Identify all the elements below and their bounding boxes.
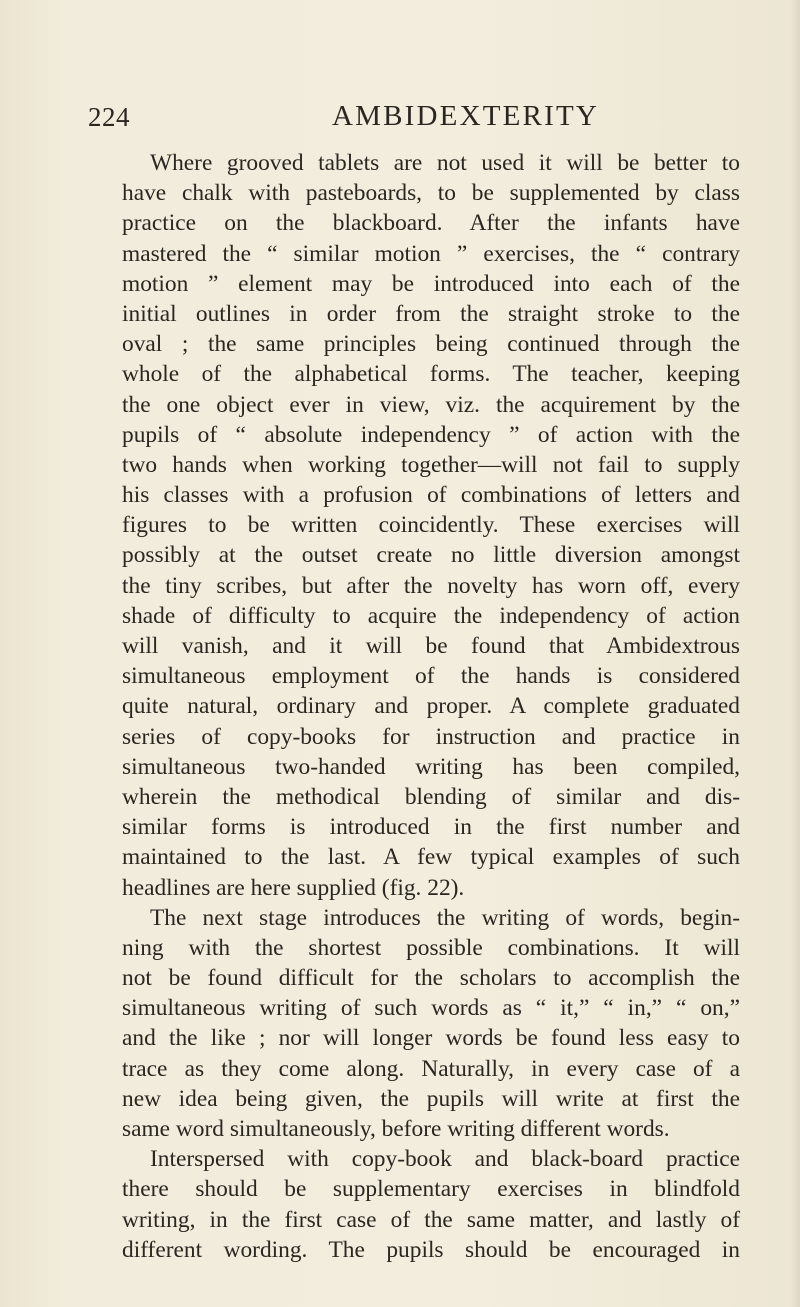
text-line: series of copy-books for instruction and practice in <box>122 723 740 750</box>
page-edge-shadow <box>790 0 800 1307</box>
text-line: motion ” element may be introduced into each of the <box>122 270 740 297</box>
text-line: possibly at the outset create no little diversion amongst <box>122 542 740 569</box>
page-number: 224 <box>88 102 130 132</box>
text-line: initial outlines in order from the straight stroke to the <box>122 300 740 327</box>
text-line: and the like ; nor will longer words be found less easy to <box>122 1025 740 1052</box>
text-line: will vanish, and it will be found that Ambidextrous <box>122 633 740 659</box>
text-line: new idea being given, the pupils will write at first the <box>122 1085 740 1112</box>
text-line: Where grooved tablets are not used it will be better to <box>150 150 740 176</box>
text-line: maintained to the last. A few typical examples of such <box>122 844 740 871</box>
text-line: same word simultaneously, before writing different words. <box>122 1116 670 1142</box>
text-line: the tiny scribes, but after the novelty has worn off, every <box>122 572 740 599</box>
text-line: not be found difficult for the scholars to accomplish the <box>122 965 740 992</box>
text-line: Interspersed with copy-book and black-board practice <box>150 1146 740 1173</box>
text-line: The next stage introduces the writing of words, begin- <box>150 904 740 931</box>
text-line: his classes with a profusion of combinations of letters and <box>122 482 740 509</box>
text-line: quite natural, ordinary and proper. A complete graduated <box>122 693 740 720</box>
running-title: AMBIDEXTERITY <box>332 100 600 132</box>
text-line: mastered the “ similar motion ” exercises, the “ contrary <box>122 240 740 267</box>
text-line: different wording. The pupils should be encouraged in <box>122 1236 740 1263</box>
text-line: simultaneous two-handed writing has been compiled, <box>122 753 740 780</box>
text-line: headlines are here supplied (fig. 22). <box>122 874 465 901</box>
text-line: writing, in the first case of the same matter, and lastly of <box>122 1206 740 1233</box>
text-line: wherein the methodical blending of similar and dis- <box>122 783 740 810</box>
text-line: ning with the shortest possible combinations. It will <box>122 934 740 961</box>
text-line: two hands when working together—will not fail to supply <box>122 451 740 478</box>
text-line: shade of difficulty to acquire the independency of action <box>122 602 740 629</box>
text-line: trace as they come along. Naturally, in every case of a <box>122 1055 740 1082</box>
text-line: figures to be written coincidently. These exercises will <box>122 512 740 539</box>
text-line: the one object ever in view, viz. the acquirement by the <box>122 391 740 418</box>
text-line: there should be supplementary exercises in blindfold <box>122 1176 740 1203</box>
text-line: similar forms is introduced in the first number and <box>122 814 740 841</box>
text-line: pupils of “ absolute independency ” of action with the <box>122 421 740 448</box>
body-text <box>122 148 740 1265</box>
text-line: practice on the blackboard. After the infants have <box>122 210 740 237</box>
running-head <box>0 96 800 136</box>
text-line: whole of the alphabetical forms. The teacher, keeping <box>122 361 740 388</box>
text-line: simultaneous employment of the hands is considered <box>122 663 740 690</box>
text-line: simultaneous writing of such words as “ it,” “ in,” “ on,” <box>122 995 740 1022</box>
text-line: oval ; the same principles being continued through the <box>122 331 740 358</box>
text-line: have chalk with pasteboards, to be supplemented by class <box>122 180 740 207</box>
